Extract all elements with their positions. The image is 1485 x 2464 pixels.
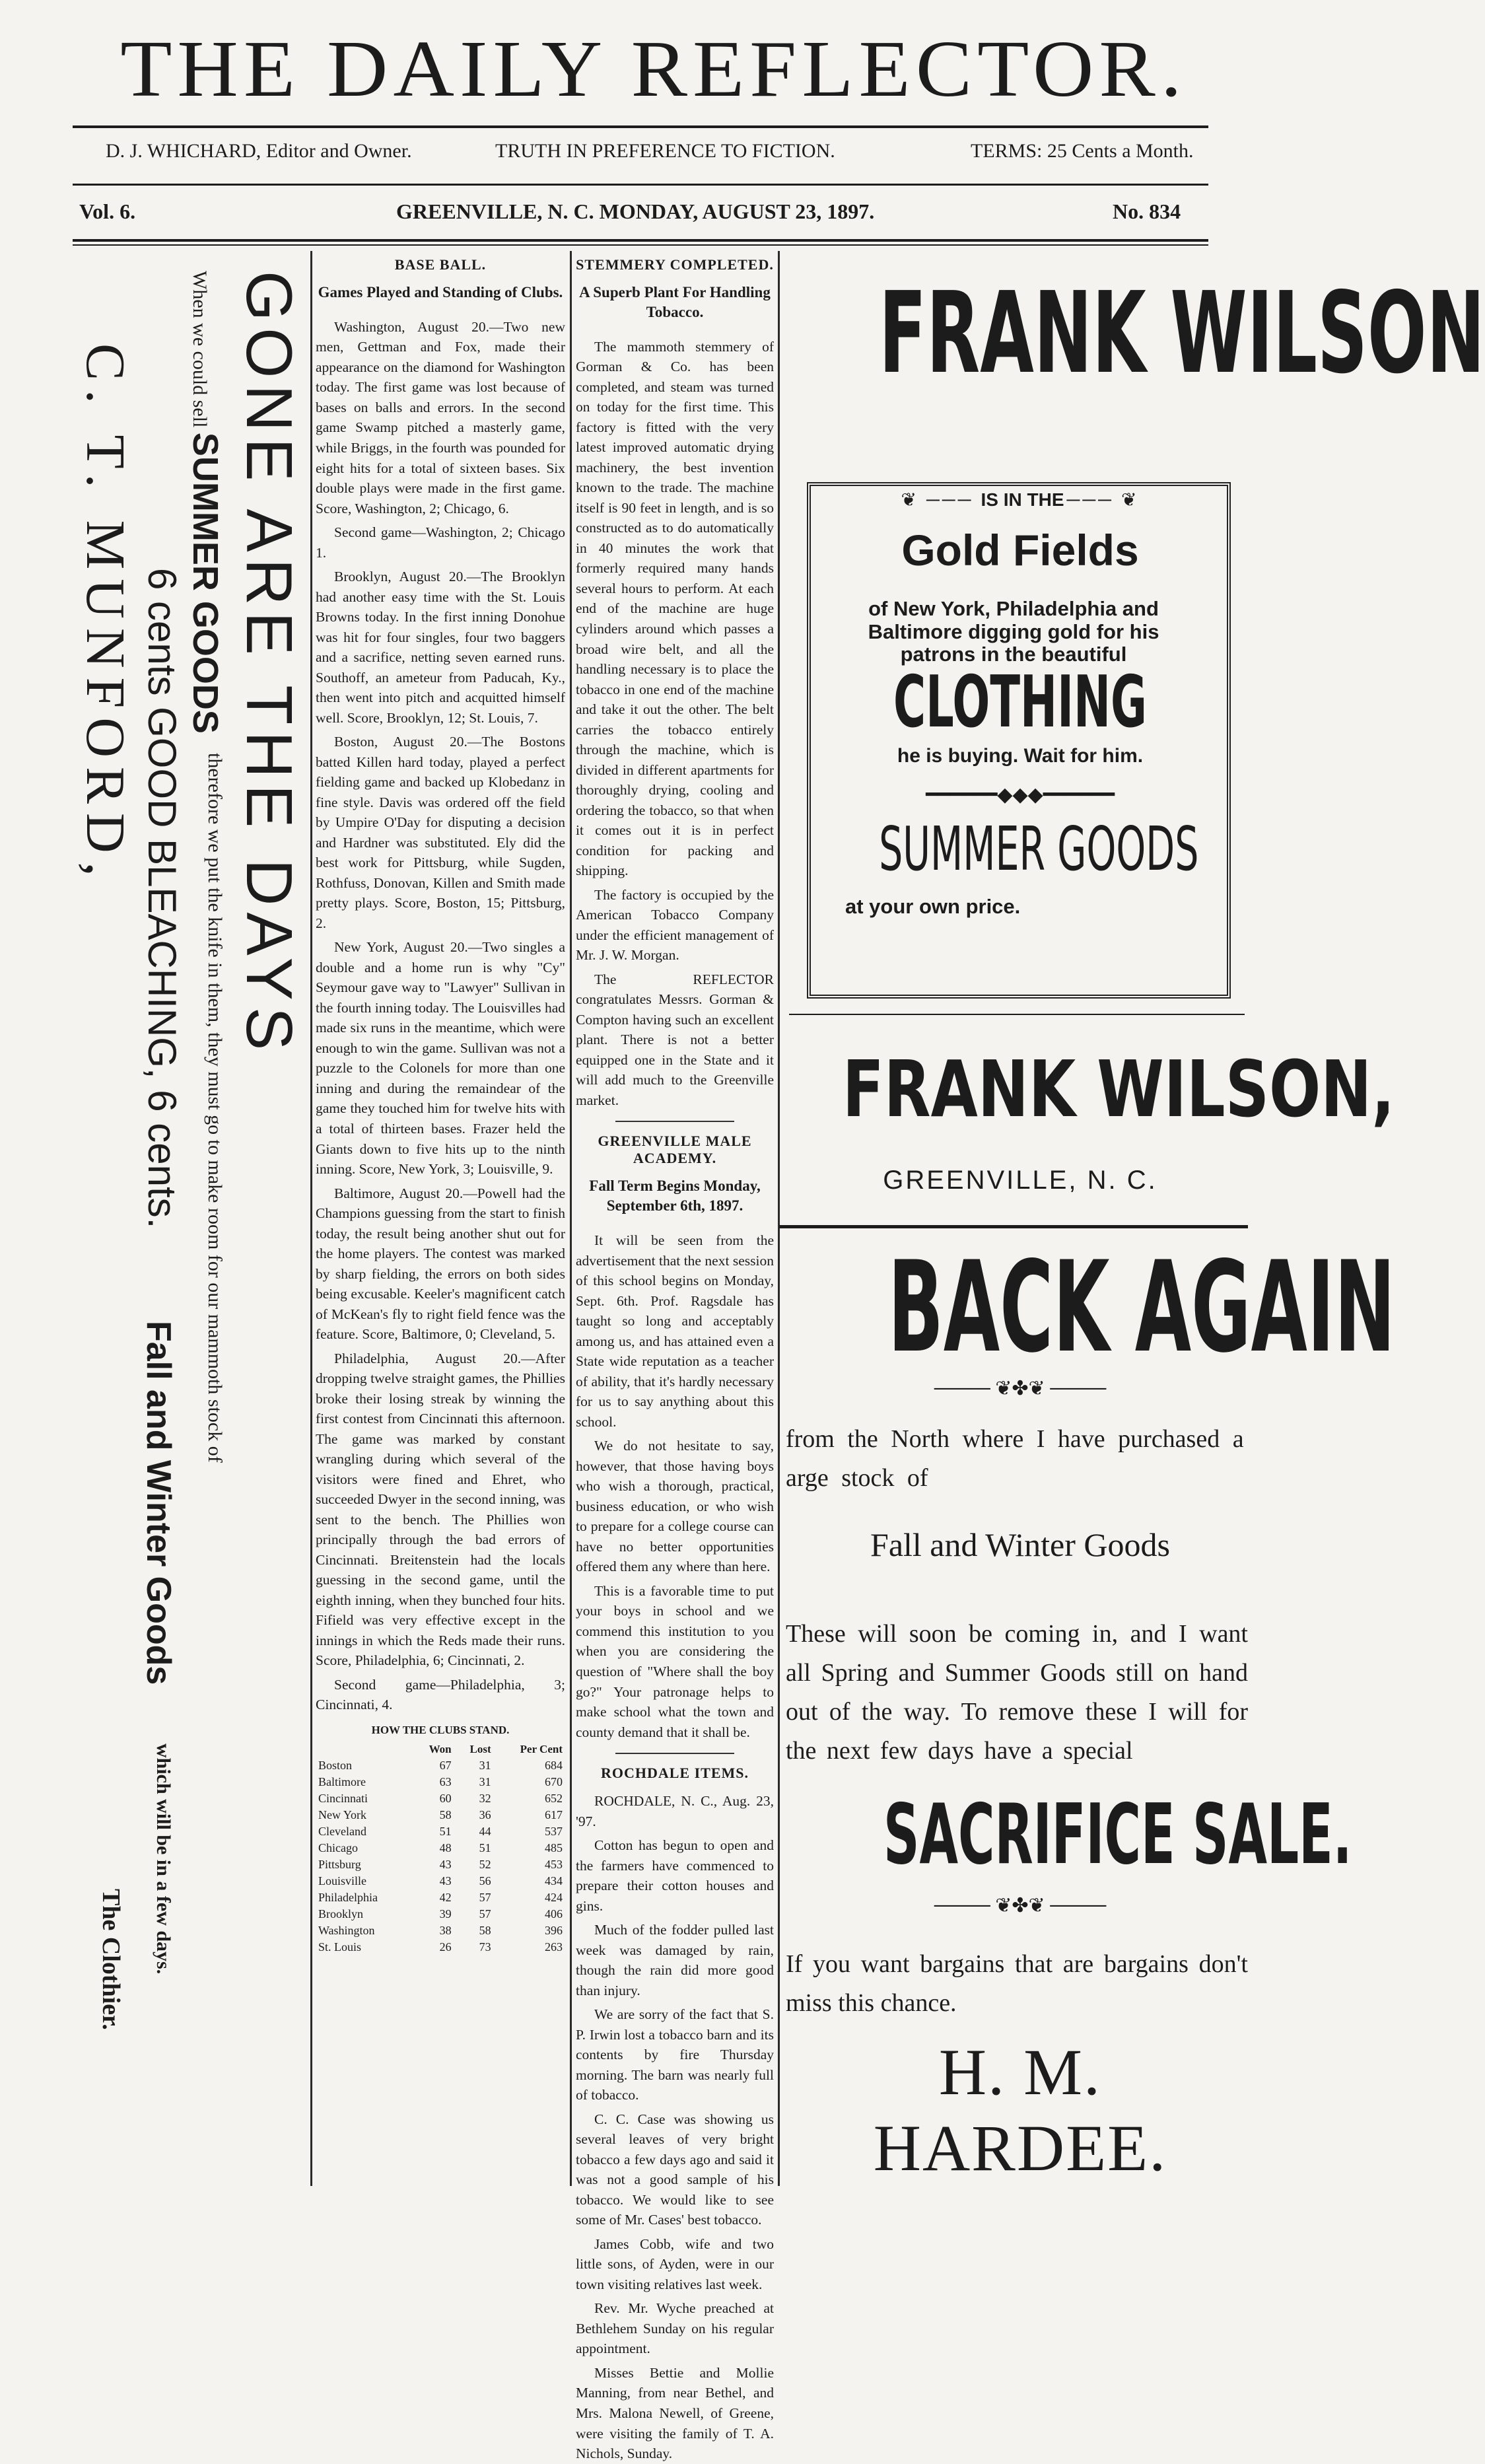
standings-cell: 51 [439, 1825, 452, 1839]
standings-cell: 56 [479, 1874, 491, 1888]
standings-table [316, 1742, 565, 1955]
academy-paragraph: It will be seen from the advertisement that the next session of this school begins on Monday, Sept. 6th. Prof. Ragsdale has taught so long and acceptably among us, and has attained even a State wide reputation as a teacher of ability, that it's hardly necessary for us to say anything about this school. [576, 1232, 774, 1430]
hardee-text1: from the North where I have purchased a arge stock of [786, 1425, 1244, 1492]
standings-cell: 424 [545, 1891, 563, 1905]
ornament-icon: ─── ❦ [1066, 490, 1140, 510]
standings-cell: 652 [545, 1792, 563, 1806]
standings-cell: 52 [479, 1858, 491, 1872]
section-divider [615, 1121, 734, 1122]
masthead-rule-top [73, 125, 1208, 128]
hardee-sale: SACRIFICE SALE. [883, 1786, 1352, 1883]
wilson-is-in: IS IN THE [981, 489, 1064, 510]
wilson-gold: Gold Fields [901, 526, 1139, 575]
standings-cell: 36 [479, 1808, 491, 1822]
standings-cell: 73 [479, 1940, 491, 1954]
standings-header-row [316, 1742, 565, 1757]
issue-number: No. 834 [1113, 199, 1181, 223]
munford-name: C. T. MUNFORD, [75, 343, 136, 886]
rochdale-paragraph: Rev. Mr. Wyche preached at Bethlehem Sunday on his regular appointment. [576, 2300, 774, 2357]
ornament-icon: ──── ❦✤❦ ──── [934, 1378, 1107, 1399]
ornament-icon: ❦ ─── [901, 490, 981, 510]
standings-cell: Cleveland [318, 1825, 366, 1839]
standings-row [316, 1840, 565, 1856]
masthead-title: THE DAILY REFLECTOR. [120, 24, 1187, 114]
munford-line1-a: When we could sell [189, 271, 211, 428]
motto-line: TRUTH IN PREFERENCE TO FICTION. [495, 140, 835, 162]
standings-cell: 43 [439, 1874, 452, 1888]
baseball-paragraph: New York, August 20.—Two singles a double and a home run is why "Cy" Seymour gave way to "Lawyer" Sullivan in the fourth inning today. The Louisvilles had made six runs in the meantime, which were enough to win the game. Sullivan was not a puzzle to the Colonels for more than one inning and during the remaindear of the game they touched him for twelve hits with a total of thirteen bases. Frazer held the Giants down to five hits up to the ninth inning. Score, New York, 3; Louisville, 9. [316, 939, 565, 1178]
baseball-paragraph: Brooklyn, August 20.—The Brooklyn had another easy time with the St. Louis Browns today. In the first inning Donohue was hit for four singles, four two baggers and a sacrifice, netting seven earned runs. Southoff, an ameteur from Paducah, Ky., then went into pitch and acquitted himself well. Score, Brooklyn, 12; St. Louis, 7. [316, 569, 565, 726]
academy-heading: GREENVILLE MALE ACADEMY. [598, 1133, 752, 1167]
standings-cell: Pittsburg [318, 1858, 361, 1872]
standings-row [316, 1856, 565, 1873]
standings-cell: New York [318, 1808, 367, 1822]
hardee-name: H. M. HARDEE. [873, 2035, 1167, 2185]
standings-row [316, 1906, 565, 1922]
column-rule-1 [310, 251, 312, 2186]
standings-row [316, 1823, 565, 1840]
standings-cell: 434 [545, 1874, 563, 1888]
standings-cell: 31 [479, 1759, 491, 1773]
standings-row [316, 1889, 565, 1906]
terms-line: TERMS: 25 Cents a Month. [971, 140, 1194, 162]
wilson-clothing: CLOTHING [893, 661, 1147, 744]
stemmery-heading: STEMMERY COMPLETED. [576, 256, 774, 273]
wilson-ad-headline-wrap [792, 268, 1485, 399]
stemmery-paragraph: The factory is occupied by the American Tobacco Company under the efficient management of Mr. J. W. Morgan. [576, 886, 774, 964]
wilson-text: of New York, Philadelphia and Baltimore digging gold for his patrons in the beautiful [868, 597, 1159, 666]
dateline: GREENVILLE, N. C. MONDAY, AUGUST 23, 1897. [396, 199, 875, 223]
standings-row [316, 1774, 565, 1790]
ornament-icon: ──── ❦✤❦ ──── [934, 1895, 1107, 1917]
baseball-deck: Games Played and Standing of Clubs. [318, 284, 563, 300]
standings-cell: 42 [439, 1891, 452, 1905]
baseball-paragraph: Baltimore, August 20.—Powell had the Champions guessing from the start to finish today, the result being another shut out for the home players. The contest was marked by sharp fielding, the errors on both sides being excusable. Keeler's magnificent catch of McKean's fly to right field fence was the feature. Score, Baltimore, 0; Cleveland, 5. [316, 1185, 565, 1343]
hardee-text2: These will soon be coming in, and I want all Spring and Summer Goods still on hand out of the way. To remove these I will for the next few days have a special [786, 1620, 1248, 1765]
hardee-ornament2-wrap [792, 1894, 1248, 1917]
masthead-rule-bottom2 [73, 244, 1208, 246]
standings-cell: 58 [439, 1808, 452, 1822]
standings-cell: Philadelphia [318, 1891, 378, 1905]
standings-row [316, 1939, 565, 1955]
column-rule-2 [570, 251, 572, 2186]
news-column [576, 256, 774, 2462]
rochdale-paragraph: ROCHDALE, N. C., Aug. 23, '97. [576, 1793, 774, 1829]
standings-header [316, 1742, 413, 1757]
munford-bleaching: 6 cents GOOD BLEACHING, 6 cents. [140, 568, 184, 1229]
divider-icon: ━━━━━━◆◆◆━━━━━━ [926, 784, 1115, 806]
masthead-rule-mid [73, 184, 1208, 186]
stemmery-deck: A Superb Plant For Handling Tobacco. [579, 284, 771, 320]
standings-cell: 57 [479, 1907, 491, 1921]
rochdale-heading: ROCHDALE ITEMS. [600, 1765, 749, 1782]
volume: Vol. 6. [79, 199, 136, 223]
standings-row [316, 1807, 565, 1823]
standings-cell: 684 [545, 1759, 563, 1773]
wilson-name: FRANK WILSON [879, 268, 1485, 399]
standings-cell: 63 [439, 1775, 452, 1789]
standings-row [316, 1922, 565, 1939]
standings-cell: 31 [479, 1775, 491, 1789]
munford-ad [75, 251, 310, 2166]
hardee-headline-wrap [792, 1234, 1396, 1380]
editor-line: D. J. WHICHARD, Editor and Owner. [106, 140, 412, 162]
standings-cell: 396 [545, 1924, 563, 1938]
standings-cell: Washington [318, 1924, 375, 1938]
standings-cell: St. Louis [318, 1940, 362, 1954]
rochdale-paragraph: We are sorry of the fact that S. P. Irwin lost a tobacco barn and its contents by fire Thursday morning. The barn was nearly full of tobacco. [576, 2006, 774, 2103]
standings-cell: 38 [439, 1924, 452, 1938]
standings-cell: 453 [545, 1858, 563, 1872]
standings-cell: 406 [545, 1907, 563, 1921]
ad-rule [789, 1014, 1245, 1015]
ad-rule-heavy [779, 1225, 1248, 1228]
standings-header: Won [429, 1743, 452, 1756]
standings-cell: 670 [545, 1775, 563, 1789]
hardee-text3: If you want bargains that are bargains don't miss this chance. [786, 1950, 1248, 2017]
baseball-paragraph: Philadelphia, August 20.—After dropping twelve straight games, the Phillies broke their losing streak by winning the first contest from Cincinnati this afternoon. The game was marked by constant wrangling during which several of the visitors were fined and Ehret, who succeeded Dwyer in the second inning, was sent to the bench. The Phillies won principally through the bad errors of Cincinnati. Breitenstein had the locals guessing in the second game, until the eighth inning, when they bunched four hits. Fifield was very effective except in the innings in which the Reds made their runs. Score, Philadelphia, 6; Cincinnati, 2. [316, 1350, 565, 1669]
wilson-is-in-wrap [792, 489, 1248, 511]
rochdale-paragraph: Cotton has begun to open and the farmers have commenced to prepare their cotton houses and gins. [576, 1837, 774, 1914]
baseball-paragraph: Boston, August 20.—The Bostons batted Killen hard today, played a perfect fielding game and backed up Klobedanz in fine style. Davis was ordered off the field by Umpire O'Day for disputing a decision and Hardner was substituted. Ely did the best work for Pittsburg, while Sugden, Rothfuss, Donovan, Killen and Smith made pretty plays. Score, Boston, 15; Pittsburg, 2. [316, 734, 565, 931]
munford-line1-c: therefore we put the knife in them, they must go to make room for our mammoth stock of [204, 753, 226, 1463]
rochdale-paragraph: C. C. Case was showing us several leaves of very bright tobacco a few days ago and said it was not a good sample of his tobacco. We would like to see some of Mr. Cases' best tobacco. [576, 2111, 774, 2228]
standings-cell: Brooklyn [318, 1907, 364, 1921]
standings-cell: Baltimore [318, 1775, 366, 1789]
wilson-name2: FRANK WILSON, [842, 1043, 1395, 1135]
baseball-paragraph: Second game—Philadelphia, 3; Cincinnati, 4. [316, 1676, 565, 1713]
standings-cell: 60 [439, 1792, 452, 1806]
standings-cell: 485 [545, 1841, 563, 1855]
wilson-place: GREENVILLE, N. C. [883, 1166, 1157, 1195]
stemmery-paragraph: The mammoth stemmery of Gorman & Co. has been completed, and steam was turned on today for the first time. This factory is fitted with the very latest improved automatic drying machinery, the best invention known to the trade. The machine itself is 90 feet in length, and is so constructed as to do automatically in 40 minutes the work that formerly required many hands several hours to perform. At each end of the machine are huge cylinders around which passes a broad wire belt, and all the handling necessary is to place the tobacco in one end of the machine and take it out the other. The belt carries the tobacco entirely through the machine, which is divided in different apartments for thoroughly drying, cooling and ordering the tobacco, so that when it comes out it is in perfect condition for packing and shipping. [576, 338, 774, 879]
munford-arriving: which will be in a few days. [153, 1743, 174, 1975]
standings-cell: Chicago [318, 1841, 358, 1855]
standings-cell: 48 [439, 1841, 452, 1855]
standings-title: HOW THE CLUBS STAND. [371, 1723, 510, 1736]
standings-header: Lost [469, 1743, 491, 1756]
academy-deck: Fall Term Begins Monday, September 6th, 1897. [589, 1178, 761, 1214]
baseball-column [316, 256, 565, 2185]
standings-cell: 51 [479, 1841, 491, 1855]
wilson-summer-wrap [792, 814, 1248, 884]
standings-cell: 67 [439, 1759, 452, 1773]
standings-cell: 39 [439, 1907, 452, 1921]
baseball-heading: BASE BALL. [394, 256, 487, 273]
standings-cell: 58 [479, 1924, 491, 1938]
hardee-goods: Fall and Winter Goods [870, 1526, 1170, 1563]
masthead-rule-bottom [73, 239, 1208, 242]
standings-row [316, 1790, 565, 1807]
baseball-paragraph: Washington, August 20.—Two new men, Gettman and Fox, made their appearance on the diamond for Washington today. The first game was lost because of bases on balls and errors. In the second game Swamp pitched a masterly game, while Briggs, in the fourth was pounded for eight hits for a total of sixteen bases. Six double plays were made in the first game. Score, Washington, 2; Chicago, 6. [316, 318, 565, 516]
stemmery-paragraph: The REFLECTOR congratulates Messrs. Gorman & Compton having such an excellent plant. There is not a better equipped one in the State and it will add much to the Greenville market. [576, 971, 774, 1108]
munford-fall-winter: Fall and Winter Goods [139, 1321, 178, 1685]
standings-row [316, 1757, 565, 1774]
wilson-name2-wrap [792, 1043, 1395, 1135]
hardee-headline: BACK AGAIN [887, 1234, 1396, 1380]
standings-header: Per Cent [520, 1743, 563, 1756]
standings-cell: Louisville [318, 1874, 366, 1888]
standings-cell: 26 [439, 1940, 452, 1954]
rochdale-paragraph: Misses Bettie and Mollie Manning, from near Bethel, and Mrs. Malona Newell, of Greene, were visiting the family of T. A. Nichols, Sunday. [576, 2364, 774, 2462]
baseball-paragraph: Second game—Washington, 2; Chicago 1. [316, 524, 565, 561]
wilson-divider-wrap [792, 783, 1248, 806]
rochdale-paragraph: James Cobb, wife and two little sons, of Ayden, were in our town visiting relatives last week. [576, 2235, 774, 2292]
munford-headline: GONE ARE THE DAYS [233, 271, 306, 1057]
section-divider [615, 1753, 734, 1754]
standings-cell: 32 [479, 1792, 491, 1806]
standings-cell: 57 [479, 1891, 491, 1905]
hardee-sale-wrap [792, 1786, 1352, 1883]
column-rule-3 [778, 251, 780, 2186]
munford-clothier: The Clothier. [97, 1889, 125, 2030]
wilson-buying: he is buying. Wait for him. [897, 745, 1144, 767]
wilson-price: at your own price. [845, 895, 1021, 918]
standings-cell: 537 [545, 1825, 563, 1839]
academy-paragraph: We do not hesitate to say, however, that those having boys who wish a thorough, practical, business education, or who wish to prepare for a college course can have no better opportunities offered them any where than here. [576, 1438, 774, 1575]
hardee-ornament-wrap [792, 1377, 1248, 1400]
academy-paragraph: This is a favorable time to put your boys in school and we commend this institution to you when you are considering the question of "Where shall the boy go?" Your patronage helps to make school what the town and county demand that it shall be. [576, 1582, 774, 1740]
standings-cell: Boston [318, 1759, 353, 1773]
standings-cell: 43 [439, 1858, 452, 1872]
rochdale-paragraph: Much of the fodder pulled last week was damaged by rain, though the rain did more good than injury. [576, 1922, 774, 1998]
standings-row [316, 1873, 565, 1889]
standings-cell: Cincinnati [318, 1792, 368, 1806]
standings-cell: 617 [545, 1808, 563, 1822]
munford-summer-goods: SUMMER GOODS [186, 432, 225, 734]
wilson-clothing-wrap [792, 661, 1248, 744]
wilson-summer: SUMMER GOODS [879, 814, 1199, 884]
munford-line1 [185, 271, 226, 734]
standings-cell: 263 [545, 1940, 563, 1954]
standings-cell: 44 [479, 1825, 491, 1839]
